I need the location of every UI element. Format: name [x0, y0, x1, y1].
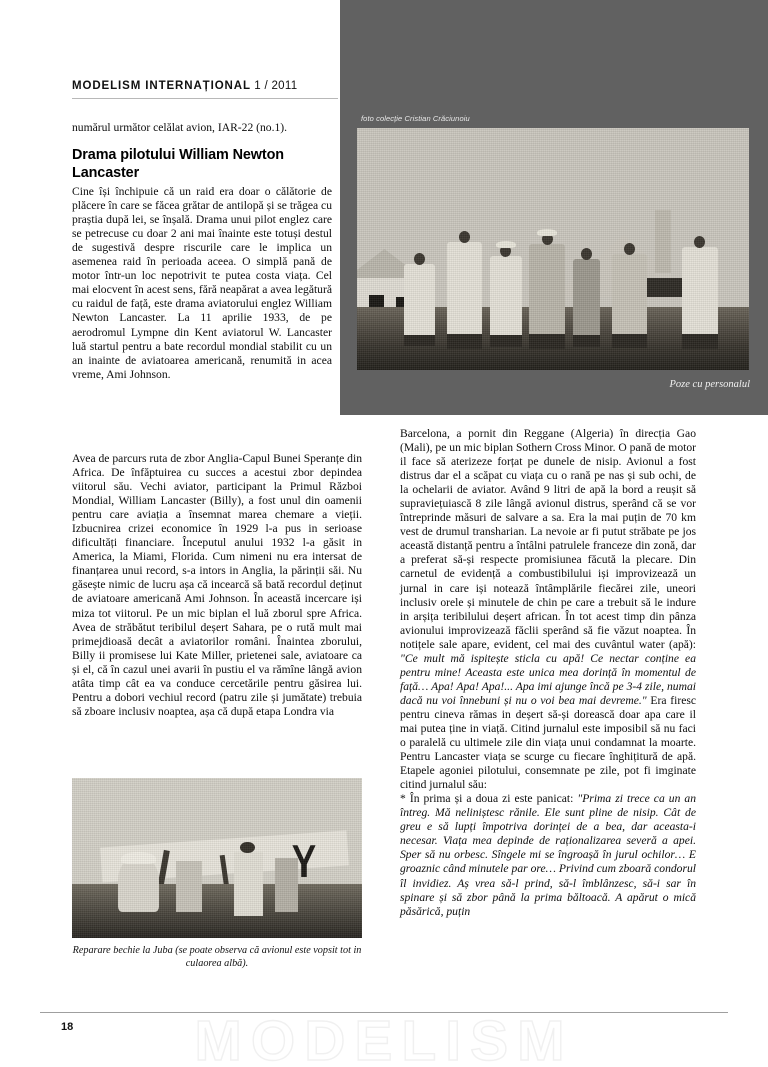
- body-paragraph-2: Avea de parcurs ruta de zbor Anglia-Capul Bunei Speranțe din Africa. De înfăptuirea cu succes a acestui zbor depindea viitorul său. Vechi aviator, participant la Primul Război Mondial, William Lancaster (Billy), a fost unul din oamenii pentru care aviația a însemnat marea chemare a vieții. Izbucnirea crizei economice în 1929 l-a pus in serioase dificultăți financiare. Începutul anului 1932 l-a găsit in America, la Miami, Florida. Cum nimeni nu era intersat de finanțarea unui record, s-a intors in Anglia, la părinții săi. Nu găsește nimic de lucru așa că incearcă să bată recordul deținut de aviatoare americană Ami Johnson. În această incercare iși miza tot viitorul. Pe un mic biplan el luă zborul spre Africa. Avea de străbătut teribilul deșert Sahara, pe o rută mult mai primejdioasă decât a aviatorilor români. Înaintea zborului, Billy ii promisese lui Kate Miller, prietenei sale, aviatoare ca și el, că în cazul unei avarii în pustiu el va rămîne lângă avion atâta timp cât ea va conduce cercetările pentru găsirea lui. Pentru a dobori vechiul record (patru zile și jumătate) trebuia să zboare inclusiv noaptea, așa că după etapa Londra via: [72, 452, 362, 718]
- bottom-photo-caption: Reparare bechie la Juba (se poate observa că avionul este vopsit tot in culaorea albă).: [72, 945, 362, 969]
- top-photo-panel: [340, 0, 768, 415]
- paragraph-4-text: Era firesc pentru cineva rămas in deșert să-și dorească doar apa care il mai putea ține in viață. Citind jurnalul este imposibil să nu faci o paralelă cu ultimele zile din viața unui condamnat la moarte. Pentru Lancaster viața se scurge cu fiecare înghițitură de apă. Etapele agoniei pilotului, consemnate pe zile, pot fi imginate citind jurnalul său:: [400, 693, 696, 792]
- photo-credit-label: foto colecție Cristian Crăciunoiu: [361, 114, 470, 123]
- body-paragraph-1: Cine își închipuie că un raid era doar o călătorie de plăcere în care se făcea grătar de antilopă și se trăgea cu praștia după lei, se înșală. Drama unui pilot englez care se petrecuse cu doar 2 ani mai înainte este totuși destul de sugestivă despre riscurile care le implica un asemenea raid în perioada aceea. O simplă pană de motor într-un loc nepotrivit te putea costa viața. Cel mai elocvent în acest sens, fără neapărat a avea legătură cu raidul de față, este drama aviatorului englez William Newton Lancaster. La 11 aprilie 1933, de pe aerodromul Lympne din Kent aviatorul W. Lancaster luă startul pentru a bate recordul mondial stabilit cu un an inainte de aviatoarea americană, renumită in acea vreme, Ami Johnson.: [72, 185, 332, 381]
- left-column-upper: [72, 121, 332, 382]
- page-number: 18: [61, 1021, 74, 1033]
- diary-marker: * În prima și a doua zi este panicat:: [400, 792, 574, 806]
- diary-quote-2: "Prima zi trece ca un an întreg. Mă neliniștesc rănile. Ele sunt pline de nisip. Cât de greu e să lupți împotriva dorinței de a bea, dar aceasta-i necesar. Viața mea depinde de raționalizarea severă a apei. Sper să nu orbesc. Sîngele mi se îngroașă în jurul ochilor… E groaznic când minutele par ore… Privind cum zboară condorul îl invidiez. Aș vrea să-l prind, să-l îmblânzesc, să-i sar în spinare și să zbor până la prima băltoacă. A apărut o mică păsărică, puțin: [400, 792, 697, 918]
- photo-grain-overlay: [72, 778, 362, 938]
- paragraph-3-text: Barcelona, a pornit din Reggane (Algeria) în direcția Gao (Mali), pe un mic biplan Sothern Cross Minor. O pană de motor il face să aterizeze forțat pe dunele de nisip. Avionul a fost distrus dar el a scăpat cu viața cu o rană pe nas și sub ochi, de la ochelarii de aviator. Având 9 litri de apă la bord a reușit să supraviețuiască 8 zile lângă avionul distrus, sperând că se vor întreprinde măsuri de salvare a sa. Era la mai puțin de 70 km vest de drumul transharian. La nevoie ar fi putut străbate pe jos această distanță pentru a întâlni patrulele franceze din zonă, dar a preferat să-și respecte promisiunea făcută la plecare. Din carnetul de evidență a combustibilului iși improvizează un jurnal in care iși notează întâmplările fiecărei zile, uneori inclusiv orele și minutele de chin pe care a trebuit să le indure in arșița teribilului deșert african. În tot acest timp din pânza avionului improvizează făclii sperând să fie văzut noaptea. În notițele sale apare, evident, cel mai des cuvântul water (apă):: [400, 427, 696, 651]
- top-photograph: [357, 128, 749, 370]
- modelism-watermark: MODELISM: [194, 1009, 574, 1067]
- left-column-lower: [72, 452, 362, 719]
- masthead: [72, 80, 297, 92]
- bottom-photograph: [72, 778, 362, 938]
- article-title: Drama pilotului William Newton Lancaster: [72, 147, 284, 181]
- top-photo-caption: Poze cu personalul: [669, 379, 750, 390]
- issue-number: 1 / 2011: [254, 80, 298, 92]
- photo-grain-overlay: [357, 128, 749, 370]
- intro-paragraph: numărul următor celălat avion, IAR-22 (no.1).: [72, 121, 288, 134]
- body-paragraph-3: [400, 427, 696, 792]
- body-paragraph-diary: [400, 792, 696, 918]
- diary-quote-1: "Ce mult mă ispitește sticla cu apă! Ce nectar conține ea pentru mine! Aceasta este unica mea dorință în momentul de față… Apa! Apa! Apa!... Apa imi ajunge încă pe 3-4 zile, numai dacă nu voi înnebuni și nu o voi bea mai devreme.": [400, 651, 696, 707]
- right-column: [400, 427, 696, 919]
- masthead-divider: [72, 98, 338, 99]
- publication-name: MODELISM INTERNAȚIONAL: [72, 80, 251, 92]
